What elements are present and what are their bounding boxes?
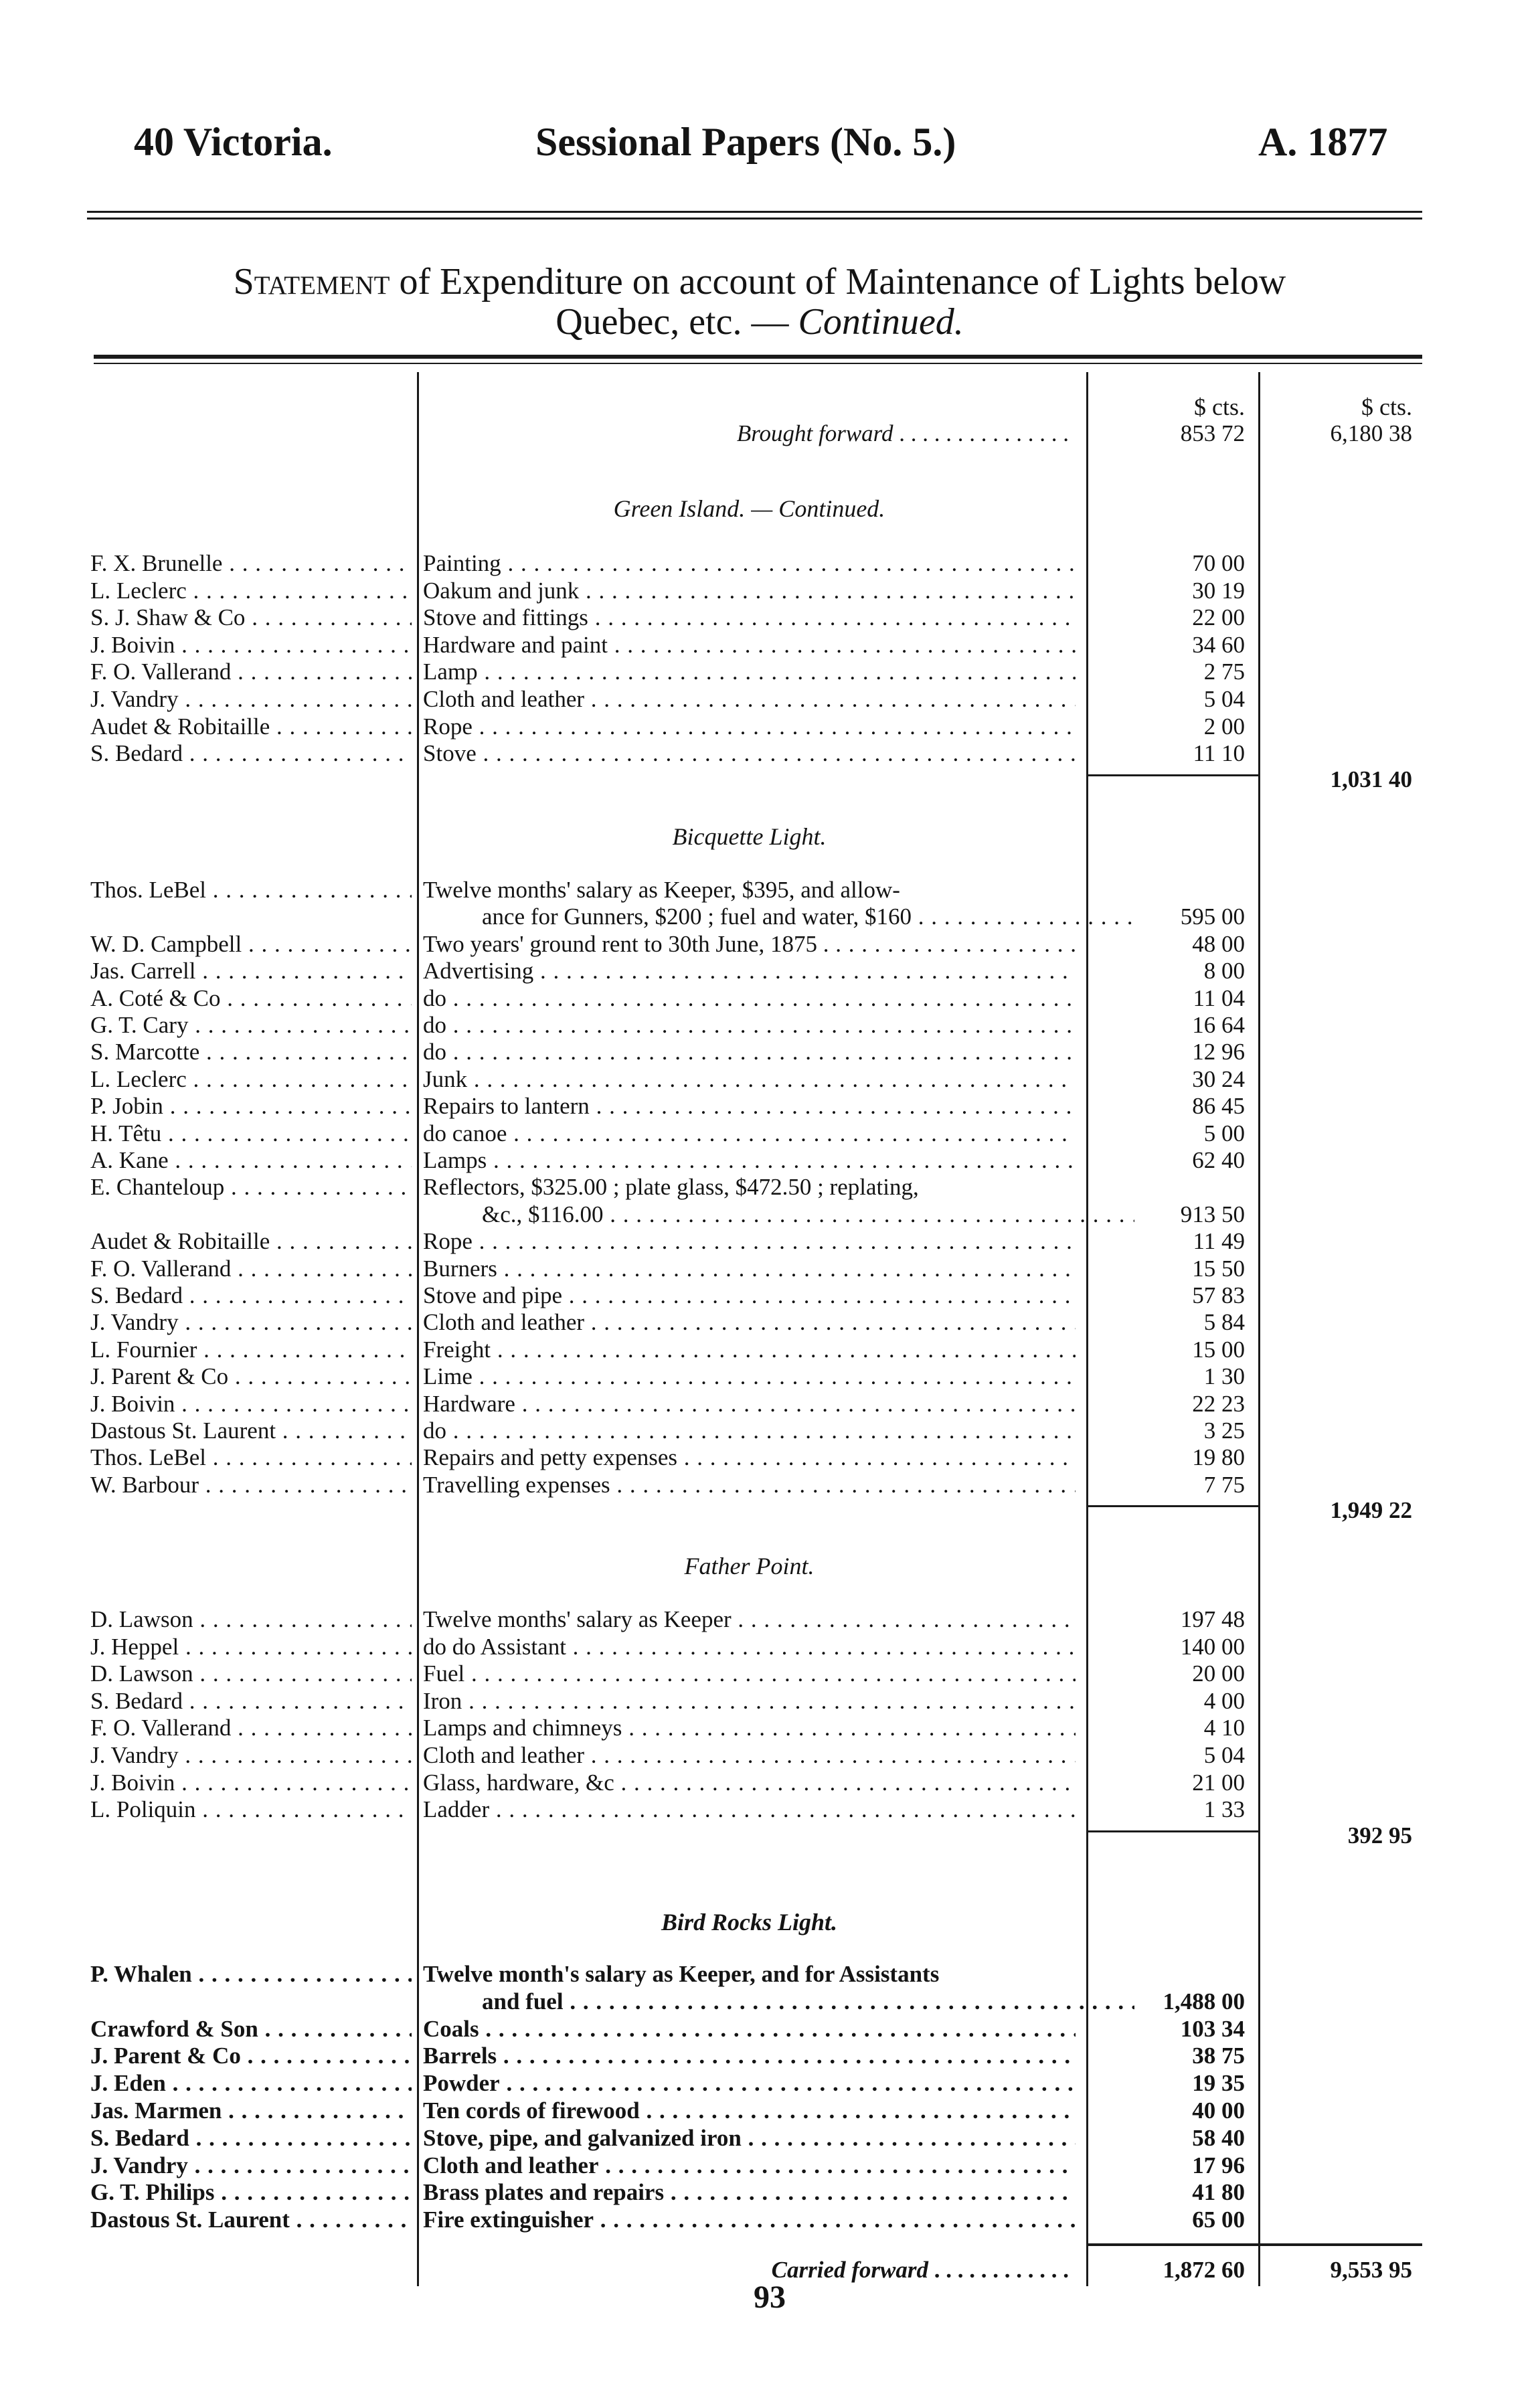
expense-description: Reflectors, $325.00 ; plate glass, $472.50 ; replating, [423, 1174, 919, 1200]
expense-amount: 19 80 [1192, 1444, 1245, 1470]
payee-name: Audet & Robitaille . . . [90, 1228, 412, 1255]
payee-name: H. Têtu . . . [90, 1120, 412, 1147]
expense-amount: 62 40 [1192, 1147, 1245, 1173]
expense-amount: 12 96 [1192, 1039, 1245, 1065]
payee-name: J. Vandry . . . [90, 2152, 412, 2179]
expense-amount: 70 00 [1192, 550, 1245, 576]
payee-name: G. T. Philips . . . [90, 2179, 412, 2206]
expense-description: do . . . [423, 1012, 1076, 1039]
expense-description: Fire extinguisher . . . [423, 2207, 1076, 2233]
expense-description: do . . . [423, 1039, 1076, 1065]
ledger-row [0, 2179, 1538, 2206]
expense-amount: 86 45 [1192, 1093, 1245, 1119]
section-title: Father Point. [684, 1553, 815, 1579]
ledger-row [0, 904, 1538, 930]
ledger-row [0, 1228, 1538, 1255]
payee-name: S. Bedard . . . [90, 1688, 412, 1715]
payee-name: Dastous St. Laurent . . . [90, 1417, 412, 1444]
expense-amount: 2 00 [1203, 713, 1245, 740]
section-total-row [0, 766, 1538, 793]
expense-amount: 1 33 [1203, 1796, 1245, 1822]
payee-name: Crawford & Son . . . [90, 2016, 412, 2043]
expense-description: Rope . . . [423, 713, 1076, 740]
expense-description: Powder . . . [423, 2070, 1076, 2097]
expense-description: Junk . . . [423, 1066, 1076, 1093]
ledger-row [0, 985, 1538, 1012]
ledger-row [0, 632, 1538, 659]
ledger-row [0, 2125, 1538, 2152]
ledger-row [0, 1634, 1538, 1660]
expense-description: Painting . . . [423, 550, 1076, 577]
expense-amount: 57 83 [1192, 1282, 1245, 1308]
payee-name: P. Whalen . . . [90, 1961, 412, 1988]
ledger-row [0, 1039, 1538, 1065]
payee-name: J. Boivin . . . [90, 1770, 412, 1796]
expense-description: Lamps and chimneys . . . [423, 1715, 1076, 1741]
total-column-head: $ cts. [1361, 394, 1412, 420]
ledger-row [0, 2043, 1538, 2069]
ledger-row [0, 1742, 1538, 1769]
brought-forward-row [0, 420, 1538, 447]
expense-description: Cloth and leather . . . [423, 2152, 1076, 2179]
ledger-row [0, 1391, 1538, 1417]
payee-name: J. Parent & Co . . . [90, 2043, 412, 2069]
expense-amount: 11 49 [1193, 1228, 1245, 1254]
section-total-row [0, 1822, 1538, 1849]
expense-amount: 19 35 [1192, 2070, 1245, 2096]
statement-title-line2: Quebec, etc. — Continued. [556, 301, 964, 343]
ledger-row [0, 958, 1538, 984]
payee-name: G. T. Cary . . . [90, 1012, 412, 1039]
statement-title-line1: Statement of Expenditure on account of Maintenance of Lights below [233, 261, 1286, 303]
title-rule-thick [94, 355, 1422, 359]
payee-name: L. Leclerc . . . [90, 1066, 412, 1093]
expense-description: do . . . [423, 1417, 1076, 1444]
expense-description: Stove . . . [423, 740, 1076, 767]
payee-name: J. Boivin . . . [90, 1391, 412, 1417]
brought-forward-amount: 853 72 [1180, 420, 1245, 446]
expense-description: Hardware . . . [423, 1391, 1076, 1417]
payee-name: D. Lawson . . . [90, 1606, 412, 1633]
ledger-row [0, 740, 1538, 767]
expense-amount: 913 50 [1180, 1201, 1245, 1227]
expense-amount: 5 84 [1203, 1309, 1245, 1335]
expense-description: Two years' ground rent to 30th June, 1875 . . . . [423, 931, 1076, 958]
payee-name: Jas. Carrell . . . [90, 958, 412, 984]
ledger-row [0, 1012, 1538, 1039]
ledger-row [0, 1472, 1538, 1498]
carried-forward-total: 9,553 95 [1330, 2257, 1412, 2283]
expense-description: Advertising . . . [423, 958, 1076, 984]
section-total: 1,949 22 [1330, 1497, 1412, 1523]
header-year: A. 1877 [1258, 120, 1388, 164]
payee-name: Audet & Robitaille . . . [90, 713, 412, 740]
payee-name: J. Boivin . . . [90, 632, 412, 659]
header-series: Sessional Papers (No. 5.) [535, 120, 956, 164]
ledger-row [0, 931, 1538, 958]
section-title: Bicquette Light. [672, 823, 827, 850]
payee-name: J. Parent & Co . . . [90, 1363, 412, 1390]
ledger-row [0, 686, 1538, 713]
payee-name: D. Lawson . . . [90, 1660, 412, 1687]
ledger-row [0, 1961, 1538, 1988]
expense-description: Cloth and leather . . . [423, 686, 1076, 713]
expense-amount: 103 34 [1180, 2016, 1245, 2042]
expense-description: Coals . . . [423, 2016, 1076, 2043]
expense-description: Twelve month's salary as Keeper, and for Assistants [423, 1961, 940, 1987]
expense-amount: 15 00 [1192, 1337, 1245, 1363]
payee-name: J. Heppel . . . [90, 1634, 412, 1660]
expense-amount: 41 80 [1192, 2179, 1245, 2205]
payee-name: L. Fournier . . . [90, 1337, 412, 1363]
payee-name: S. J. Shaw & Co . . . [90, 604, 412, 631]
expense-amount: 20 00 [1192, 1660, 1245, 1687]
payee-name: J. Vandry . . . [90, 1309, 412, 1336]
payee-name: E. Chanteloup . . . [90, 1174, 412, 1201]
expense-description: &c., $116.00 . . . [482, 1201, 1134, 1228]
page-number: 93 [754, 2280, 786, 2315]
expense-description: do do Assistant . . . [423, 1634, 1076, 1660]
expense-amount: 30 19 [1192, 578, 1245, 604]
ledger-row [0, 1309, 1538, 1336]
expense-description: Twelve months' salary as Keeper, $395, and allow- [423, 877, 900, 903]
title-rule-thin [94, 363, 1422, 364]
ledger-row [0, 713, 1538, 740]
expense-amount: 5 04 [1203, 1742, 1245, 1768]
expense-description: do . . . [423, 985, 1076, 1012]
ledger-row [0, 1796, 1538, 1823]
expense-amount: 65 00 [1192, 2207, 1245, 2233]
expense-description: Ladder . . . [423, 1796, 1076, 1823]
expense-amount: 595 00 [1180, 904, 1245, 930]
ledger-row [0, 877, 1538, 904]
expense-amount: 4 00 [1203, 1688, 1245, 1714]
expense-description: Cloth and leather . . . [423, 1309, 1076, 1336]
expense-description: Lamps . . . [423, 1147, 1076, 1174]
expense-description: Cloth and leather . . . [423, 1742, 1076, 1769]
expense-description: Stove, pipe, and galvanized iron . . . [423, 2125, 1076, 2152]
ledger-row [0, 1256, 1538, 1282]
expense-description: Brass plates and repairs . . . [423, 2179, 1076, 2206]
expense-description: do canoe . . . [423, 1120, 1076, 1147]
ledger-row [0, 1201, 1538, 1228]
amount-column-head: $ cts. [1194, 394, 1245, 420]
ledger-row [0, 2070, 1538, 2097]
expense-amount: 7 75 [1203, 1472, 1245, 1498]
payee-name: J. Eden . . . [90, 2070, 412, 2097]
ledger-row [0, 2152, 1538, 2179]
expense-description: Freight . . . [423, 1337, 1076, 1363]
expense-amount: 15 50 [1192, 1256, 1245, 1282]
payee-name: Thos. LeBel . . . [90, 1444, 412, 1471]
expense-amount: 8 00 [1203, 958, 1245, 984]
payee-name: J. Vandry . . . [90, 1742, 412, 1769]
ledger-row [0, 1337, 1538, 1363]
expense-amount: 140 00 [1180, 1634, 1245, 1660]
expense-description: Fuel . . . [423, 1660, 1076, 1687]
ledger-row [0, 1066, 1538, 1093]
payee-name: F. O. Vallerand . . . [90, 1715, 412, 1741]
payee-name: A. Coté & Co . . . [90, 985, 412, 1012]
ledger-row [0, 1120, 1538, 1147]
expense-amount: 22 00 [1192, 604, 1245, 630]
expense-amount: 22 23 [1192, 1391, 1245, 1417]
ledger-row [0, 1363, 1538, 1390]
payee-name: S. Bedard . . . [90, 740, 412, 767]
payee-name: L. Poliquin . . . [90, 1796, 412, 1823]
payee-name: P. Jobin . . . [90, 1093, 412, 1120]
ledger-row [0, 1770, 1538, 1796]
expense-description: and fuel . . . [482, 1988, 1134, 2015]
payee-name: W. Barbour . . . [90, 1472, 412, 1498]
brought-forward-total: 6,180 38 [1330, 420, 1412, 446]
payee-name: S. Bedard . . . [90, 2125, 412, 2152]
expense-description: Ten cords of firewood . . . [423, 2097, 1076, 2124]
expense-amount: 3 25 [1203, 1417, 1245, 1444]
expense-amount: 1,488 00 [1163, 1988, 1245, 2014]
expense-description: Repairs and petty expenses . . . [423, 1444, 1076, 1471]
payee-name: J. Vandry . . . [90, 686, 412, 713]
ledger-row [0, 1417, 1538, 1444]
section-title: Green Island. — Continued. [613, 495, 885, 522]
expense-description: ance for Gunners, $200 ; fuel and water, $160 . . . [482, 904, 1134, 930]
expense-description: Hardware and paint . . . [423, 632, 1076, 659]
payee-name: Thos. LeBel . . . [90, 877, 412, 904]
expense-amount: 16 64 [1192, 1012, 1245, 1038]
payee-name: F. O. Vallerand . . . [90, 659, 412, 685]
ledger-row [0, 604, 1538, 631]
expense-description: Twelve months' salary as Keeper . . . [423, 1606, 1076, 1633]
carried-forward-amount: 1,872 60 [1163, 2257, 1245, 2283]
expense-description: Travelling expenses . . . [423, 1472, 1076, 1498]
expense-amount: 17 96 [1192, 2152, 1245, 2178]
expense-amount: 11 10 [1193, 740, 1245, 766]
payee-name: S. Marcotte . . . [90, 1039, 412, 1065]
expense-description: Lime . . . [423, 1363, 1076, 1390]
ledger-row [0, 1606, 1538, 1633]
header-rule-top [87, 211, 1422, 213]
expense-amount: 58 40 [1192, 2125, 1245, 2151]
expense-amount: 2 75 [1203, 659, 1245, 685]
ledger-row [0, 1988, 1538, 2015]
expense-amount: 48 00 [1192, 931, 1245, 957]
payee-name: Dastous St. Laurent . . . [90, 2207, 412, 2233]
expense-description: Oakum and junk . . . [423, 578, 1076, 604]
expense-amount: 197 48 [1180, 1606, 1245, 1632]
payee-name: S. Bedard . . . [90, 1282, 412, 1309]
payee-name: A. Kane . . . [90, 1147, 412, 1174]
expense-amount: 5 04 [1203, 686, 1245, 712]
header-volume: 40 Victoria. [134, 120, 333, 164]
expense-description: Barrels . . . [423, 2043, 1076, 2069]
carried-forward-label: Carried forward . . . . . . . . . . . . [771, 2257, 1069, 2283]
ledger-row [0, 2097, 1538, 2124]
ledger-row [0, 1093, 1538, 1120]
expense-description: Iron . . . [423, 1688, 1076, 1715]
ledger-row [0, 1147, 1538, 1174]
expense-description: Lamp . . . [423, 659, 1076, 685]
ledger-row [0, 1174, 1538, 1201]
ledger-row [0, 2207, 1538, 2233]
expense-amount: 34 60 [1192, 632, 1245, 658]
section-total: 1,031 40 [1330, 766, 1412, 792]
expense-amount: 11 04 [1193, 985, 1245, 1011]
ledger-row [0, 1688, 1538, 1715]
header-rule-bottom [87, 218, 1422, 220]
ledger-row [0, 659, 1538, 685]
expense-amount: 1 30 [1203, 1363, 1245, 1389]
payee-name: F. O. Vallerand . . . [90, 1256, 412, 1282]
carried-forward-rule [1088, 2243, 1422, 2246]
expense-description: Glass, hardware, &c . . . [423, 1770, 1076, 1796]
ledger-row [0, 1444, 1538, 1471]
expense-description: Stove and pipe . . . [423, 1282, 1076, 1309]
payee-name: F. X. Brunelle . . . [90, 550, 412, 577]
section-title: Bird Rocks Light. [661, 1909, 838, 1936]
ledger-row [0, 550, 1538, 577]
section-total: 392 95 [1347, 1822, 1412, 1848]
expense-description: Repairs to lantern . . . [423, 1093, 1076, 1120]
ledger-row [0, 578, 1538, 604]
brought-forward-label: Brought forward . . . . . . . . . . . . . . . [736, 420, 1069, 446]
payee-name: L. Leclerc . . . [90, 578, 412, 604]
expense-amount: 4 10 [1203, 1715, 1245, 1741]
payee-name: Jas. Marmen . . . [90, 2097, 412, 2124]
expense-description: Stove and fittings . . . [423, 604, 1076, 631]
ledger-row [0, 1715, 1538, 1741]
expense-amount: 30 24 [1192, 1066, 1245, 1092]
expense-description: Burners . . . [423, 1256, 1076, 1282]
expense-description: Rope . . . [423, 1228, 1076, 1255]
expense-amount: 21 00 [1192, 1770, 1245, 1796]
ledger-row [0, 2016, 1538, 2043]
ledger-row [0, 1660, 1538, 1687]
expense-amount: 40 00 [1192, 2097, 1245, 2124]
ledger-row [0, 1282, 1538, 1309]
payee-name: W. D. Campbell . . . [90, 931, 412, 958]
expense-amount: 5 00 [1203, 1120, 1245, 1146]
expense-amount: 38 75 [1192, 2043, 1245, 2069]
section-total-row [0, 1497, 1538, 1524]
